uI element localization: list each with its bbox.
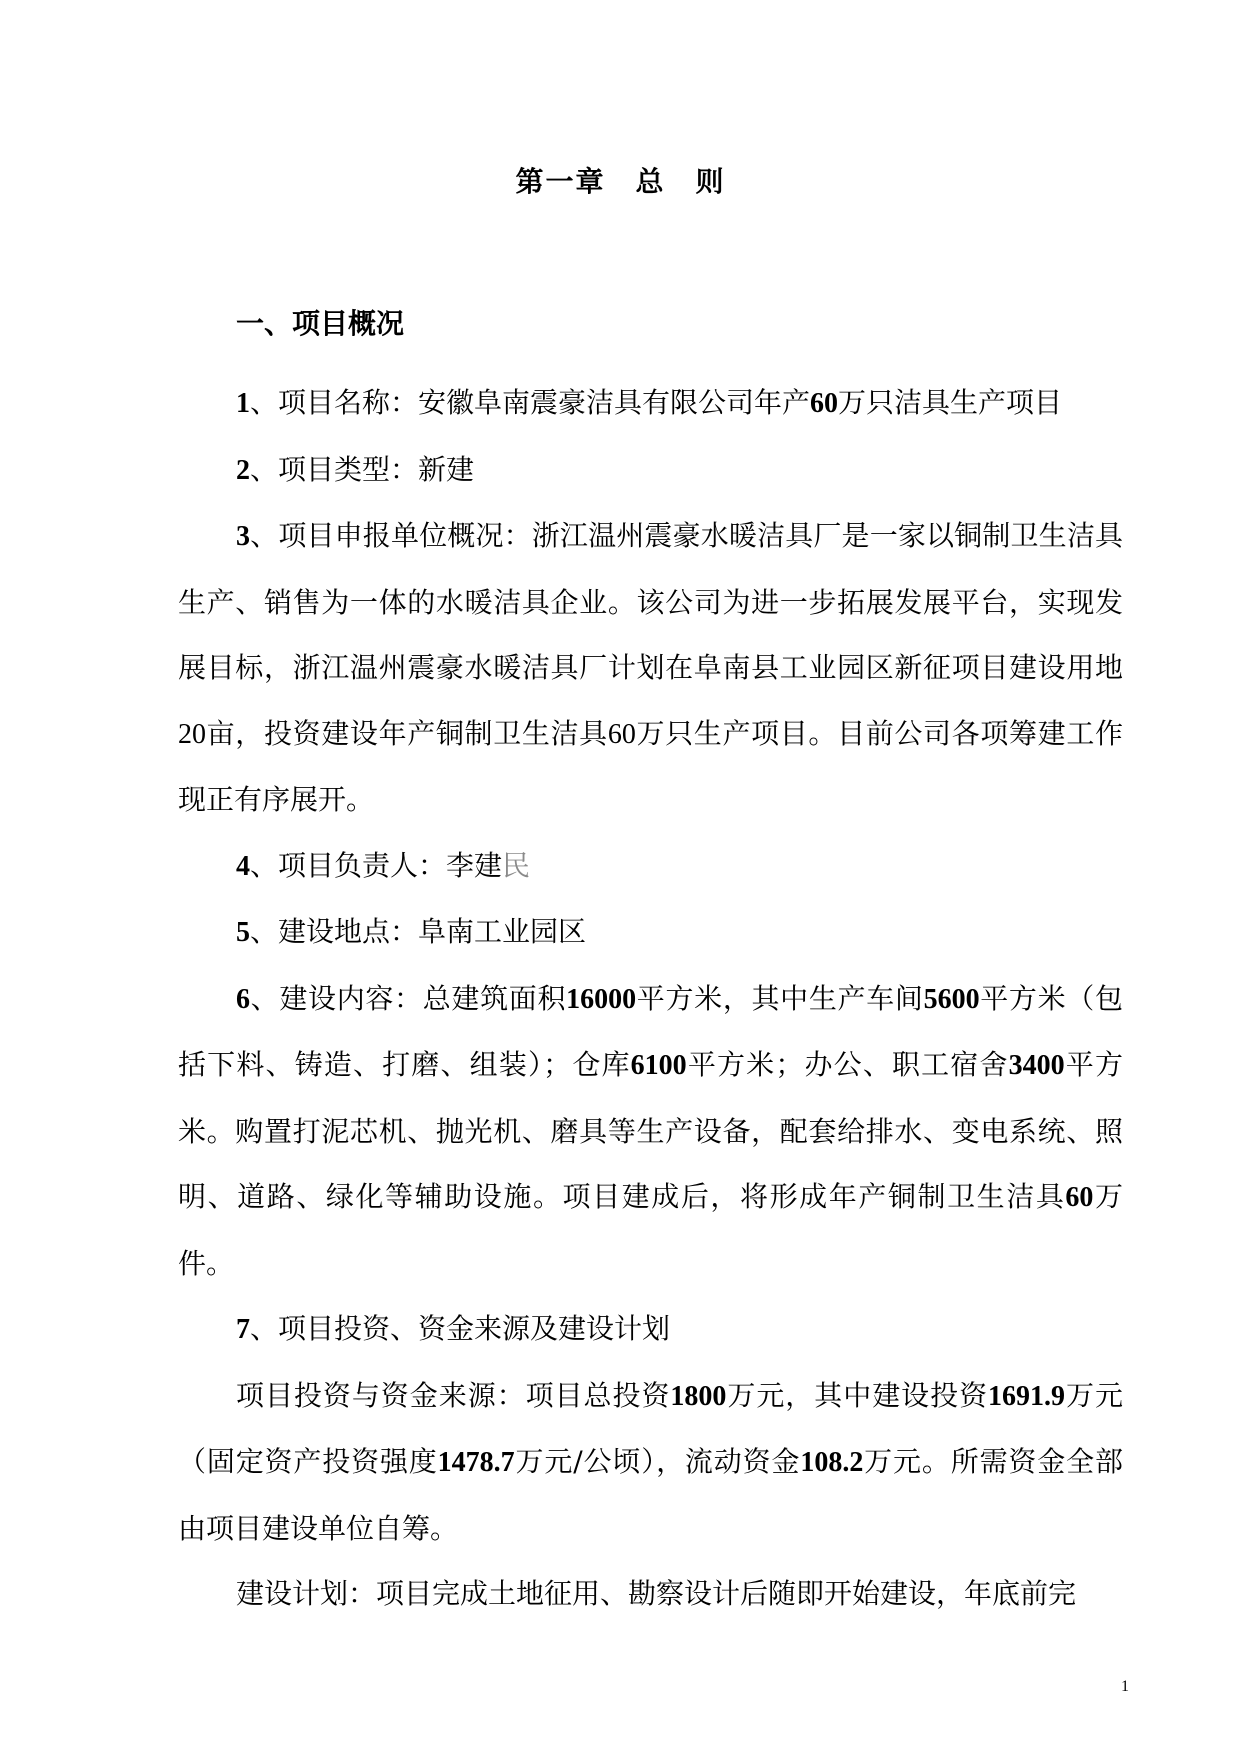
item-text: 平方米；办公、职工宿舍 bbox=[686, 1048, 1009, 1081]
item-number: 6 bbox=[236, 983, 250, 1015]
item-text: 、建设内容：总建筑面积 bbox=[250, 981, 567, 1015]
item-text: 万只洁具生产项目 bbox=[838, 386, 1063, 419]
item-number: 2 bbox=[236, 454, 250, 486]
paragraph-item-2 bbox=[178, 437, 1123, 504]
chapter-title-part2: 总 bbox=[635, 165, 666, 198]
item-text: 、项目类型：新建 bbox=[250, 452, 475, 486]
item-value: 60 bbox=[1065, 1182, 1094, 1213]
chapter-title-part3: 则 bbox=[695, 165, 726, 198]
item-text: 平方米，其中生产车间 bbox=[636, 981, 924, 1015]
paragraph-plan bbox=[178, 1561, 1123, 1627]
item-number: 5 bbox=[236, 917, 250, 948]
item-text: 、项目负责人：李建 bbox=[250, 848, 503, 882]
chapter-title-part1: 第一章 bbox=[515, 165, 606, 198]
item-value: 6100 bbox=[630, 1050, 687, 1081]
item-text: 建设计划：项目完成土地征用、勘察设计后随即开始建设，年底前完 bbox=[236, 1577, 1077, 1610]
item-number: 1 bbox=[236, 388, 250, 419]
item-number: 3 bbox=[236, 521, 250, 552]
item-value: 60 bbox=[607, 718, 636, 750]
item-text: 、项目投资、资金来源及建设计划 bbox=[250, 1312, 671, 1345]
item-text: 、项目名称：安徽阜南震豪洁具有限公司年产 bbox=[250, 386, 811, 419]
chapter-title bbox=[0, 160, 1241, 200]
section-heading: 一、项目概况 bbox=[236, 307, 405, 340]
item-text: 、建设地点：阜南工业园区 bbox=[250, 915, 587, 948]
item-value: 3400 bbox=[1008, 1050, 1065, 1081]
item-text: 、项目申报单位概况：浙江温州震豪水暖洁具厂是一家以铜制卫生洁具生产、销售为一体的水暖洁具企业。该公司为进一步拓展发展平台，实现发展目标，浙江温州震豪水暖洁具厂计划在阜南县工业园区新征项目建设用地 bbox=[178, 519, 1123, 684]
paragraph-item-6 bbox=[178, 966, 1123, 1297]
item-text: 万元/公顷），流动资金 bbox=[514, 1445, 801, 1478]
item-value: 1800 bbox=[670, 1380, 727, 1412]
item-number: 7 bbox=[236, 1314, 250, 1345]
paragraph-item-5 bbox=[178, 899, 1123, 966]
item-value: 16000 bbox=[566, 983, 637, 1015]
page-number: 1 bbox=[1121, 1678, 1129, 1695]
item-text: 万件。 bbox=[178, 1180, 1123, 1280]
paragraph-item-4 bbox=[178, 833, 1123, 900]
item-value: 1691.9 bbox=[988, 1380, 1066, 1412]
item-value: 20 bbox=[178, 718, 206, 750]
paragraph-item-1 bbox=[178, 370, 1123, 437]
item-value: 60 bbox=[810, 388, 839, 419]
item-value: 5600 bbox=[923, 983, 980, 1015]
item-text: 万元，其中建设投资 bbox=[726, 1378, 989, 1412]
document-body bbox=[178, 370, 1123, 1627]
item-value: 108.2 bbox=[800, 1447, 864, 1478]
item-text: 万元（固定资产投资强度 bbox=[178, 1378, 1123, 1478]
item-text: 平方米（包括下料、铸造、打磨、组装）；仓库 bbox=[178, 981, 1123, 1081]
item-text: 亩，投资建设年产铜制卫生洁具 bbox=[206, 716, 608, 750]
paragraph-investment bbox=[178, 1363, 1123, 1562]
item-text: 项目投资与资金来源：项目总投资 bbox=[236, 1378, 671, 1412]
item-text: 平方米。购置打泥芯机、抛光机、磨具等生产设备，配套给排水、变电系统、照明、道路、绿化等辅助设施。项目建成后，将形成年产铜制卫生洁具 bbox=[178, 1048, 1123, 1213]
paragraph-item-7 bbox=[178, 1296, 1123, 1363]
item-number: 4 bbox=[236, 850, 250, 882]
item-text: 万元。所需资金全部由项目建设单位自筹。 bbox=[178, 1445, 1123, 1545]
paragraph-item-3 bbox=[178, 503, 1123, 833]
item-value: 1478.7 bbox=[437, 1447, 515, 1478]
item-text: 万只生产项目。目前公司各项筹建工作现正有序展开。 bbox=[178, 716, 1123, 816]
item-text-faint: 民 bbox=[502, 848, 531, 882]
